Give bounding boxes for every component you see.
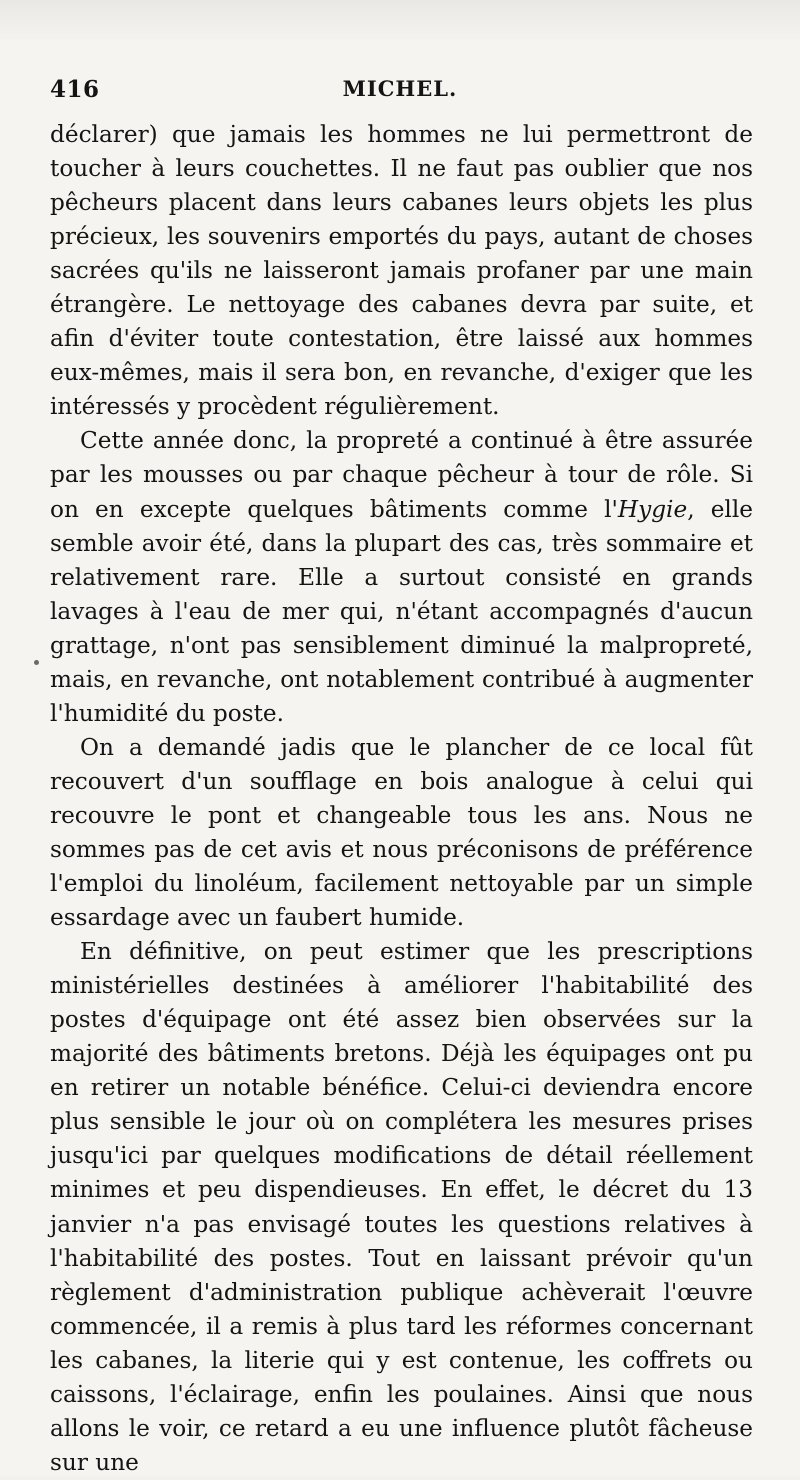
paper-edge-shading: [0, 0, 800, 44]
margin-speck: [34, 660, 39, 665]
page-header: [50, 76, 750, 110]
running-title: MICHEL.: [342, 76, 458, 101]
paragraph: [50, 731, 753, 935]
paragraph-text: Cette année donc, la propreté a continué à être assurée par les mousses ou par chaque pêcheur à tour de rôle. Si on en excepte quelques bâtiments comme l': [50, 427, 753, 523]
ship-name: Hygie: [617, 495, 688, 523]
paragraph-text: On a demandé jadis que le plancher de ce local fût recouvert d'un soufflage en bois analogue à celui qui recouvre le pont et changeable tous les ans. Nous ne sommes pas de cet avis et nous préconisons de préférence l'emploi du linoléum, facilement nettoyable par un simple essardage avec un faubert humide.: [50, 733, 753, 932]
body-text: [50, 118, 753, 1480]
paragraph: [50, 935, 753, 1480]
paragraph-text: déclarer) que jamais les hommes ne lui permettront de toucher à leurs couchettes. Il ne faut pas oublier que nos pêcheurs placent dans leurs cabanes leurs objets les plus précieux, les souvenirs emportés du pays, autant de choses sacrées qu'ils ne laisseront jamais profaner par une main étrangère. Le nettoyage des cabanes devra par suite, et afin d'éviter toute contestation, être laissé aux hommes eux-mêmes, mais il sera bon, en revanche, d'exiger que les intéressés y procèdent régulièrement.: [50, 121, 753, 421]
page-number: 416: [50, 76, 100, 103]
paragraph-text-continued: , elle semble avoir été, dans la plupart des cas, très sommaire et relativement rare. Elle a surtout consisté en grands lavages à l'eau de mer qui, n'étant accompagnés d'aucun grattage, n'ont pas sensiblement diminué la malpropreté, mais, en revanche, ont notablement contribué à augmenter l'humidité du poste.: [50, 495, 753, 727]
paragraph-continued: [50, 118, 753, 424]
paragraph-text: En définitive, on peut estimer que les prescriptions ministérielles destinées à améliorer l'habitabilité des postes d'équipage ont été assez bien observées sur la majorité des bâtiments bretons. Déjà les équipages ont pu en retirer un notable bénéfice. Celui-ci deviendra encore plus sensible le jour où on complétera les mesures prises jusqu'ici par quelques modifications de détail réellement minimes et peu dispendieuses. En effet, le décret du 13 janvier n'a pas envisagé toutes les questions relatives à l'habitabilité des postes. Tout en laissant prévoir qu'un règlement d'administration publique achèverait l'œuvre commencée, il a remis à plus tard les réformes concernant les cabanes, la literie qui y est contenue, les coffrets ou caissons, l'éclairage, enfin les poulaines. Ainsi que nous allons le voir, ce retard a eu une influence plutôt fâcheuse sur une: [50, 938, 753, 1476]
paragraph: [50, 424, 753, 730]
